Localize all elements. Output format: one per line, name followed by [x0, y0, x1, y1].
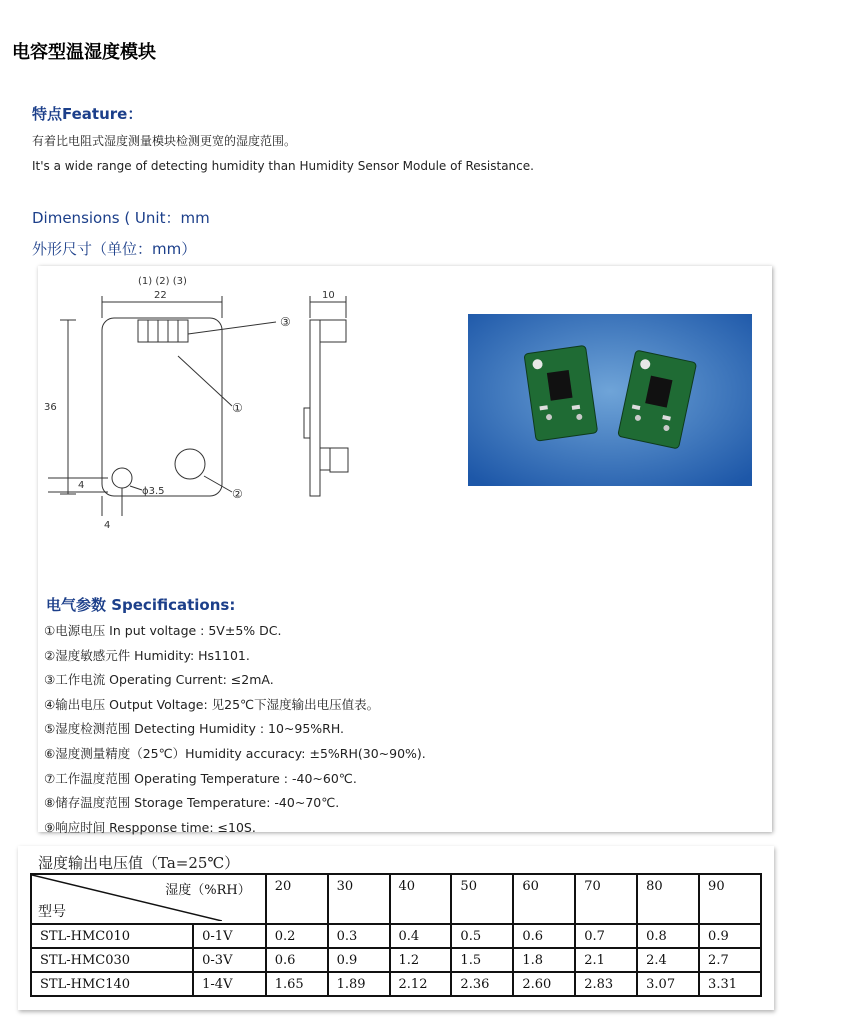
value-cell: 0.2	[266, 924, 328, 948]
spec-item: ⑧储存温度范围 Storage Temperature: -40~70℃.	[44, 795, 340, 811]
model-cell: STL-HMC030	[31, 948, 193, 972]
table-header-row	[31, 874, 761, 924]
value-cell: 0.8	[637, 924, 699, 948]
humidity-axis-label: 湿度（%RH）	[165, 883, 251, 898]
spec-item: ⑤湿度检测范围 Detecting Humidity : 10~95%RH.	[44, 721, 345, 737]
spec-item: ①电源电压 In put voltage : 5V±5% DC.	[44, 623, 282, 638]
sensor-element	[175, 449, 205, 479]
thickness-label: 10	[322, 290, 335, 301]
page-title: 电容型温湿度模块	[12, 42, 156, 63]
value-cell: 0.9	[699, 924, 761, 948]
value-cell: 2.4	[637, 948, 699, 972]
spec-item: ②湿度敏感元件 Humidity: Hs1101.	[44, 647, 250, 663]
spec-item: ④输出电压 Output Voltage: 见25℃下湿度输出电压值表。	[44, 696, 380, 712]
spec-item: ⑥湿度测量精度（25℃）Humidity accuracy: ±5%RH(30~90%).	[44, 745, 426, 761]
value-cell: 0.5	[451, 924, 513, 948]
value-cell: 1.5	[451, 948, 513, 972]
humidity-header: 50	[451, 874, 513, 924]
range-cell: 1-4V	[193, 972, 266, 996]
model-cell: STL-HMC010	[31, 924, 193, 948]
hole-diameter-label: ϕ3.5	[142, 486, 165, 497]
humidity-header: 90	[699, 874, 761, 924]
specifications-heading: 电气参数 Specifications:	[46, 596, 236, 614]
spec-item: ⑦工作温度范围 Operating Temperature : -40~60℃.	[44, 770, 357, 786]
model-axis-label: 型号	[38, 904, 66, 920]
feature-heading: 特点Feature：	[32, 105, 143, 123]
callout-1: ①	[232, 401, 243, 415]
pin-labels: (1) (2) (3)	[138, 276, 187, 287]
table-row	[31, 948, 761, 972]
value-cell: 2.7	[699, 948, 761, 972]
value-cell: 2.12	[390, 972, 452, 996]
value-cell: 2.36	[451, 972, 513, 996]
value-cell: 1.8	[513, 948, 575, 972]
width-label: 22	[154, 290, 167, 301]
value-cell: 0.6	[266, 948, 328, 972]
value-cell: 1.65	[266, 972, 328, 996]
dimensions-heading-cn: 外形尺寸（单位：mm）	[32, 240, 197, 258]
value-cell: 1.89	[328, 972, 390, 996]
mount-hole	[112, 468, 132, 488]
dimensions-heading-en: Dimensions ( Unit：mm	[32, 209, 210, 227]
range-cell: 0-3V	[193, 948, 266, 972]
offset-vertical-label: 4	[78, 480, 85, 491]
feature-description-cn: 有着比电阻式湿度测量模块检测更宽的湿度范围。	[32, 134, 297, 148]
callout-3: ③	[280, 315, 291, 329]
value-cell: 3.07	[637, 972, 699, 996]
side-view-connector	[320, 320, 346, 342]
feature-description-en: It's a wide range of detecting humidity than Humidity Sensor Module of Resistance.	[32, 159, 534, 173]
value-cell: 1.2	[390, 948, 452, 972]
value-cell: 0.4	[390, 924, 452, 948]
dimension-drawing	[38, 266, 458, 546]
side-view-board	[310, 320, 320, 496]
table-row	[31, 924, 761, 948]
humidity-header: 20	[266, 874, 328, 924]
range-cell: 0-1V	[193, 924, 266, 948]
offset-horizontal-label: 4	[104, 520, 111, 531]
height-label: 36	[44, 402, 57, 413]
model-cell: STL-HMC140	[31, 972, 193, 996]
callout-2: ②	[232, 487, 243, 501]
specifications-list	[44, 621, 426, 842]
value-cell: 3.31	[699, 972, 761, 996]
voltage-table	[30, 873, 762, 997]
humidity-header: 40	[390, 874, 452, 924]
value-cell: 2.83	[575, 972, 637, 996]
value-cell: 0.3	[328, 924, 390, 948]
value-cell: 0.9	[328, 948, 390, 972]
connector	[138, 320, 188, 342]
humidity-header: 30	[328, 874, 390, 924]
corner-cell	[31, 874, 266, 924]
humidity-header: 60	[513, 874, 575, 924]
voltage-table-title: 湿度输出电压值（Ta=25℃）	[38, 854, 240, 872]
value-cell: 2.1	[575, 948, 637, 972]
spec-item: ⑨响应时间 Respponse time: ≤10S.	[44, 819, 256, 835]
value-cell: 0.6	[513, 924, 575, 948]
value-cell: 2.60	[513, 972, 575, 996]
humidity-header: 70	[575, 874, 637, 924]
humidity-header: 80	[637, 874, 699, 924]
value-cell: 0.7	[575, 924, 637, 948]
spec-item: ③工作电流 Operating Current: ≤2mA.	[44, 672, 274, 688]
module-photo	[468, 314, 752, 486]
table-row	[31, 972, 761, 996]
